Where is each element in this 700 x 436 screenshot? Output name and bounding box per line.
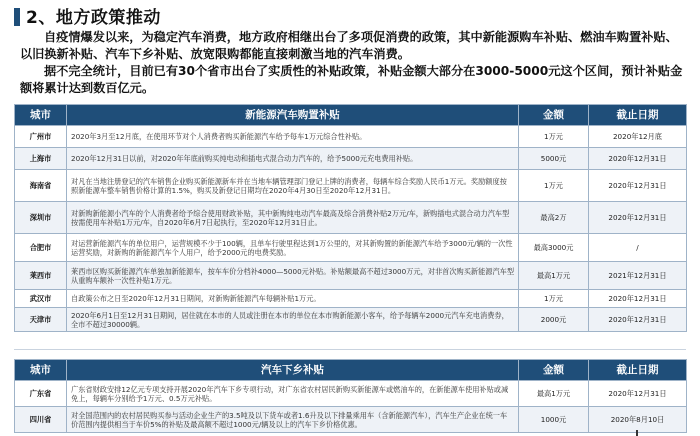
policy-cell: 对凡在当地注册登记的汽车销售企业购买新能源新车并在当地车辆管理部门登记上牌的消费者，每辆车综合奖励人民币1万元。奖励额度按照新能源车整车销售价格计算的1.5%，购买及新登记日期均在2020年4月30日至2020年12月31日。 [67, 170, 519, 202]
table-row [15, 202, 687, 234]
table-header-row [15, 105, 687, 126]
amount-cell: 1000元 [519, 407, 589, 433]
deadline-cell: 2020年12月31日 [589, 202, 687, 234]
col-header-policy: 新能源汽车购置补贴 [67, 105, 519, 126]
policy-cell: 对运营新能源汽车的单位用户，运营规模不少于100辆，且单车行驶里程达到1万公里的，对其新购置的新能源汽车给予3000元/辆的一次性运营奖励，对新购的新能源汽车个人用户，给予2000元的电费奖励。 [67, 234, 519, 262]
col-header-city: 城市 [15, 105, 67, 126]
deadline-cell: 2020年8月10日 [589, 407, 687, 433]
amount-cell: 最高3000元 [519, 234, 589, 262]
policy-cell: 2020年3月至12月底，在使用环节对个人消费者购买新能源汽车给予每车1万元综合性补贴。 [67, 126, 519, 148]
policy-cell: 对全国范围内的农村居民购买参与活动企业生产的3.5吨及以下货车或者1.6升及以下排量乘用车（含新能源汽车），汽车生产企业在统一车价范围内提供相当于车价5%的补贴及最高额不超过1000元/辆及以上的汽车下乡价格优惠。 [67, 407, 519, 433]
col-header-city: 城市 [15, 360, 67, 381]
page-marker [636, 430, 638, 436]
deadline-cell: 2020年12月31日 [589, 148, 687, 170]
city-cell: 深圳市 [15, 202, 67, 234]
city-cell: 莱西市 [15, 262, 67, 290]
city-cell: 广东省 [15, 381, 67, 407]
deadline-cell: 2020年12月31日 [589, 170, 687, 202]
city-cell: 四川省 [15, 407, 67, 433]
city-cell: 天津市 [15, 308, 67, 332]
deadline-cell: / [589, 234, 687, 262]
col-header-amount: 金额 [519, 360, 589, 381]
col-header-deadline: 截止日期 [589, 105, 687, 126]
city-cell: 广州市 [15, 126, 67, 148]
amount-cell: 最高1万元 [519, 381, 589, 407]
amount-cell: 1万元 [519, 290, 589, 308]
table-row [15, 262, 687, 290]
policy-cell: 莱西市区购买新能源汽车单独加新能源车，按车车价分档补4000—5000元补贴。补贴额最高不超过3000万元，对非首次购买新能源汽车型从重购车额补一次性补贴1万元。 [67, 262, 519, 290]
amount-cell: 5000元 [519, 148, 589, 170]
table-row [15, 126, 687, 148]
section-title: 2、地方政策推动 [26, 8, 161, 28]
section-heading [14, 3, 161, 28]
heading-marker [14, 8, 20, 26]
deadline-cell: 2020年12月31日 [589, 381, 687, 407]
col-header-policy: 汽车下乡补贴 [67, 360, 519, 381]
table-row [15, 234, 687, 262]
stats-paragraph: 据不完全统计，目前已有30个省市出台了实质性的补贴政策，补贴金额大部分在3000-5000元这个区间，预计补贴金额将累计达到数百亿元。 [20, 64, 683, 95]
intro-paragraph: 自疫情爆发以来，为稳定汽车消费，地方政府相继出台了多项促消费的政策，其中新能源购车补贴、燃油车购置补贴、以旧换新补贴、汽车下乡补贴、放宽限购都能直接刺激当地的汽车消费。 [20, 30, 678, 61]
policy-cell: 对新购新能源小汽车的个人消费者给予综合使用财政补贴，其中新购纯电动汽车最高及综合消费补贴2万元/车，新购插电式混合动力汽车型按需使用车补贴1万元/车，自2020年6月7日起执行，至2020年12月31日止。 [67, 202, 519, 234]
policy-cell: 广东省财政安排12亿元专项支持开展2020年汽车下乡专项行动，对广东省农村居民新购买新能源车或燃油车的，在新能源车使用补贴或减免上，每辆车分别给予1万元、0.5万元补贴。 [67, 381, 519, 407]
rural-subsidy-table [14, 359, 687, 433]
nev-subsidy-table [14, 104, 687, 332]
city-cell: 合肥市 [15, 234, 67, 262]
city-cell: 武汉市 [15, 290, 67, 308]
table-row [15, 290, 687, 308]
table-row [15, 381, 687, 407]
table-row [15, 407, 687, 433]
table-separator [14, 349, 686, 352]
amount-cell: 1万元 [519, 170, 589, 202]
table-row [15, 148, 687, 170]
col-header-deadline: 截止日期 [589, 360, 687, 381]
policy-cell: 2020年6月1日至12月31日期间，居住就在本市的人员或注册在本市的单位在本市购新能源小客车，给予每辆车2000元汽车充电消费券，全市不超过30000辆。 [67, 308, 519, 332]
deadline-cell: 2020年12月31日 [589, 308, 687, 332]
policy-cell: 2020年12月31日以前，对2020年年底前购买纯电动和插电式混合动力汽车的，给予5000元充电费用补贴。 [67, 148, 519, 170]
amount-cell: 最高1万元 [519, 262, 589, 290]
col-header-amount: 金额 [519, 105, 589, 126]
deadline-cell: 2021年12月31日 [589, 262, 687, 290]
amount-cell: 1万元 [519, 126, 589, 148]
policy-cell: 自政策公布之日至2020年12月31日期间，对新购新能源汽车每辆补贴1万元。 [67, 290, 519, 308]
table-row [15, 308, 687, 332]
table-header-row [15, 360, 687, 381]
city-cell: 上海市 [15, 148, 67, 170]
city-cell: 海南省 [15, 170, 67, 202]
deadline-cell: 2020年12月31日 [589, 290, 687, 308]
amount-cell: 2000元 [519, 308, 589, 332]
deadline-cell: 2020年12月底 [589, 126, 687, 148]
table-row [15, 170, 687, 202]
amount-cell: 最高2万 [519, 202, 589, 234]
